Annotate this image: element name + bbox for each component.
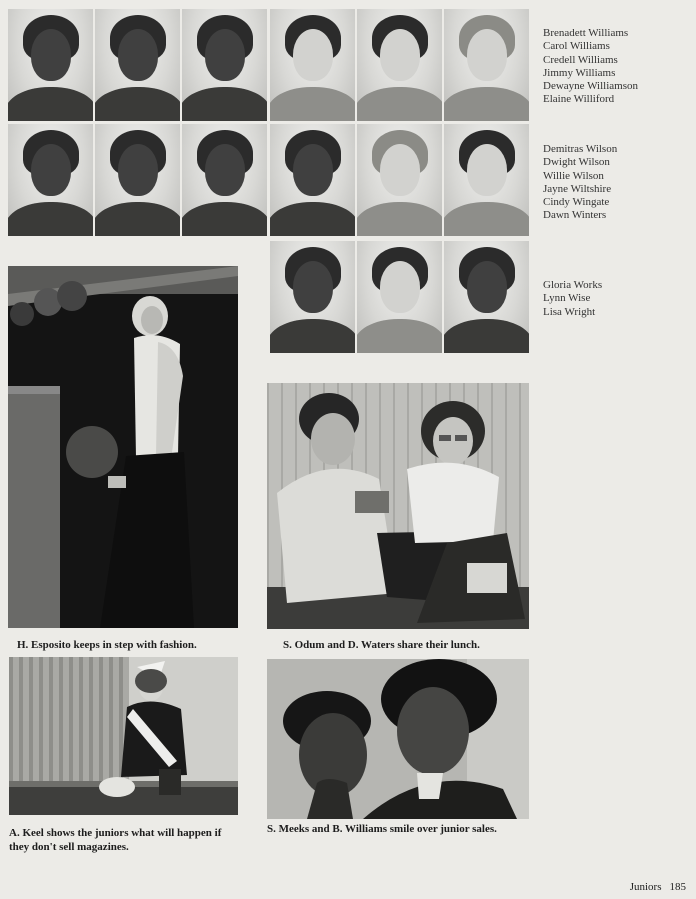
- portrait-jimmy-williams: [270, 9, 355, 121]
- portrait-dwight-wilson: [95, 124, 180, 236]
- portrait-jayne-wiltshire: [270, 124, 355, 236]
- name-label: Dawn Winters: [543, 209, 607, 222]
- name-label: Carol Williams: [543, 40, 610, 53]
- caption-esposito: H. Esposito keeps in step with fashion.: [17, 639, 197, 651]
- portrait-lisa-wright: [444, 241, 529, 353]
- page-footer: [622, 881, 686, 893]
- section-label: Juniors: [629, 881, 662, 893]
- caption-odum-waters: S. Odum and D. Waters share their lunch.: [283, 639, 480, 651]
- portrait-lynn-wise: [357, 241, 442, 353]
- name-label: Jimmy Williams: [543, 66, 616, 79]
- photo-odum-waters: [267, 383, 529, 629]
- name-label: Demitras Wilson: [543, 143, 618, 155]
- name-label: Gloria Works: [543, 279, 603, 291]
- portrait-demitras-wilson: [8, 124, 93, 236]
- portrait-dewayne-williamson: [357, 9, 442, 121]
- name-label: Willie Wilson: [543, 169, 604, 182]
- photo-odum-waters-image: [267, 383, 529, 629]
- name-label: Elaine Williford: [543, 93, 615, 106]
- name-label: Credell Williams: [543, 53, 618, 66]
- name-list-row-1: [543, 27, 638, 107]
- name-label: Cindy Wingate: [543, 196, 610, 209]
- name-list-row-3: [543, 279, 602, 319]
- photo-esposito: [8, 266, 238, 628]
- name-list-row-2: [543, 143, 617, 223]
- name-label: Brenadett Williams: [543, 27, 629, 39]
- portrait-cindy-wingate: [357, 124, 442, 236]
- photo-meeks-williams: [267, 659, 529, 819]
- portrait-credell-williams: [182, 9, 267, 121]
- name-label: Lynn Wise: [543, 292, 591, 305]
- name-label: Dwight Wilson: [543, 156, 610, 169]
- name-label: Dewayne Williamson: [543, 80, 638, 93]
- portrait-willie-wilson: [182, 124, 267, 236]
- name-label: Lisa Wright: [543, 305, 596, 318]
- photo-esposito-image: [8, 266, 238, 628]
- page-number: 185: [669, 881, 686, 893]
- portrait-carol-williams: [95, 9, 180, 121]
- portrait-dawn-winters: [444, 124, 529, 236]
- photo-keel: [9, 657, 238, 815]
- name-label: Jayne Wiltshire: [543, 182, 612, 195]
- portrait-brenadett-williams: [8, 9, 93, 121]
- portrait-gloria-works: [270, 241, 355, 353]
- caption-meeks-williams: S. Meeks and B. Williams smile over junior sales.: [267, 823, 497, 835]
- portrait-elaine-williford: [444, 9, 529, 121]
- photo-keel-image: [9, 657, 238, 815]
- caption-keel: A. Keel shows the juniors what will happen if they don't sell magazines.: [9, 827, 222, 853]
- photo-meeks-williams-image: [267, 659, 529, 819]
